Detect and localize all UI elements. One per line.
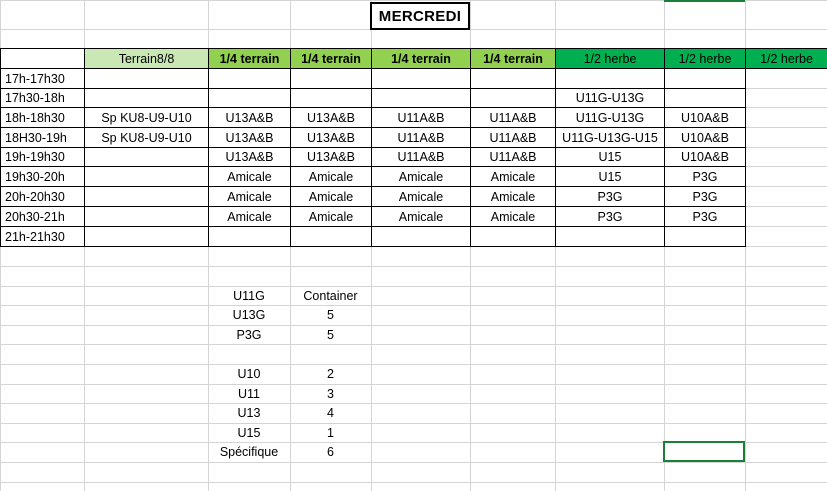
schedule-cell[interactable]: U13A&B — [290, 147, 372, 167]
container-category-cell[interactable]: U10 — [237, 367, 261, 381]
schedule-cell[interactable]: Amicale — [290, 206, 372, 227]
header-cell[interactable]: 1/4 terrain — [371, 48, 471, 69]
header-cell[interactable]: 1/2 herbe — [664, 48, 746, 69]
schedule-cell[interactable]: P3G — [555, 206, 665, 227]
schedule-cell[interactable] — [84, 88, 209, 108]
time-slot-cell[interactable]: 17h30-18h — [0, 88, 85, 108]
container-category-cell[interactable]: Spécifique — [219, 445, 279, 459]
schedule-cell[interactable]: U13A&B — [208, 147, 291, 167]
schedule-cell[interactable] — [84, 226, 209, 247]
time-slot-cell[interactable]: 19h30-20h — [0, 166, 85, 187]
schedule-cell[interactable]: Amicale — [470, 206, 556, 227]
schedule-cell[interactable]: U11A&B — [470, 107, 556, 128]
schedule-cell[interactable] — [84, 166, 209, 187]
schedule-cell[interactable]: P3G — [664, 166, 746, 187]
schedule-cell[interactable]: Amicale — [208, 206, 291, 227]
schedule-cell[interactable] — [470, 88, 556, 108]
schedule-cell[interactable] — [371, 226, 471, 247]
header-cell[interactable]: 1/4 terrain — [470, 48, 556, 69]
schedule-cell[interactable] — [371, 68, 471, 89]
selection-indicator-top — [664, 0, 745, 2]
container-number-cell[interactable]: 5 — [327, 308, 334, 322]
time-slot-cell[interactable]: 18h-18h30 — [0, 107, 85, 128]
schedule-cell[interactable]: U11A&B — [371, 127, 471, 148]
schedule-cell[interactable]: U13A&B — [208, 107, 291, 128]
schedule-cell[interactable]: U11A&B — [470, 127, 556, 148]
schedule-cell[interactable] — [208, 68, 291, 89]
container-number-cell[interactable]: 5 — [327, 327, 334, 342]
schedule-cell[interactable] — [470, 68, 556, 89]
schedule-cell[interactable]: P3G — [555, 186, 665, 207]
container-category-cell[interactable]: U15 — [237, 425, 261, 440]
schedule-cell[interactable]: U13A&B — [290, 127, 372, 148]
header-cell[interactable]: 1/4 terrain — [290, 48, 372, 69]
time-slot-cell[interactable]: 21h-21h30 — [0, 226, 85, 247]
schedule-cell[interactable]: U10A&B — [664, 107, 746, 128]
schedule-cell[interactable]: Amicale — [371, 186, 471, 207]
header-cell[interactable]: 1/2 herbe — [555, 48, 665, 69]
schedule-cell[interactable] — [290, 88, 372, 108]
schedule-cell[interactable]: U13A&B — [208, 127, 291, 148]
time-slot-cell[interactable]: 18H30-19h — [0, 127, 85, 148]
schedule-cell[interactable] — [664, 68, 746, 89]
schedule-cell[interactable] — [290, 226, 372, 247]
schedule-cell[interactable] — [290, 68, 372, 89]
schedule-cell[interactable] — [84, 206, 209, 227]
header-cell[interactable]: 1/2 herbe — [745, 48, 827, 69]
schedule-cell[interactable]: Amicale — [290, 186, 372, 207]
schedule-cell[interactable]: U11A&B — [371, 147, 471, 167]
time-slot-cell[interactable]: 17h-17h30 — [0, 68, 85, 89]
schedule-cell[interactable] — [84, 147, 209, 167]
header-cell[interactable]: Terrain8/8 — [84, 48, 209, 69]
schedule-cell[interactable]: U11A&B — [470, 147, 556, 167]
time-slot-cell[interactable]: 20h30-21h — [0, 206, 85, 227]
schedule-cell[interactable]: U10A&B — [664, 127, 746, 148]
schedule-cell[interactable]: U11G-U13G — [555, 107, 665, 128]
schedule-cell[interactable]: U11G-U13G-U15 — [555, 127, 665, 148]
container-number-cell[interactable]: 2 — [327, 367, 334, 381]
schedule-cell[interactable]: U13A&B — [290, 107, 372, 128]
schedule-cell[interactable] — [555, 226, 665, 247]
header-corner-cell[interactable] — [0, 48, 85, 69]
container-category-cell[interactable]: P3G — [236, 327, 262, 342]
schedule-cell[interactable] — [664, 88, 746, 108]
schedule-cell[interactable]: U10A&B — [664, 147, 746, 167]
container-category-cell[interactable] — [208, 344, 290, 364]
schedule-cell[interactable] — [84, 68, 209, 89]
container-number-cell[interactable]: 3 — [327, 386, 334, 401]
schedule-cell[interactable] — [555, 68, 665, 89]
schedule-cell[interactable] — [371, 88, 471, 108]
schedule-cell[interactable]: P3G — [664, 206, 746, 227]
schedule-cell[interactable]: U11A&B — [371, 107, 471, 128]
schedule-cell[interactable] — [470, 226, 556, 247]
container-category-cell[interactable]: U13 — [237, 406, 261, 420]
schedule-cell[interactable]: Amicale — [208, 166, 291, 187]
container-category-cell[interactable]: U11 — [237, 386, 260, 401]
schedule-cell[interactable]: Amicale — [371, 206, 471, 227]
container-number-cell[interactable]: Container — [303, 288, 358, 303]
schedule-cell[interactable]: Sp KU8-U9-U10 — [84, 127, 209, 148]
schedule-cell[interactable]: Amicale — [470, 186, 556, 207]
time-slot-cell[interactable]: 20h-20h30 — [0, 186, 85, 207]
schedule-cell[interactable]: Sp KU8-U9-U10 — [84, 107, 209, 128]
container-category-cell[interactable]: U11G — [233, 288, 265, 303]
schedule-cell[interactable]: U11G-U13G — [555, 88, 665, 108]
schedule-cell[interactable]: Amicale — [470, 166, 556, 187]
schedule-cell[interactable]: Amicale — [208, 186, 291, 207]
container-number-cell[interactable]: 4 — [327, 406, 334, 420]
header-cell[interactable]: 1/4 terrain — [208, 48, 291, 69]
container-number-cell[interactable]: 6 — [327, 445, 334, 459]
container-number-cell[interactable]: 1 — [327, 425, 334, 440]
schedule-cell[interactable] — [664, 226, 746, 247]
sheet-title[interactable]: MERCREDI — [370, 2, 470, 30]
schedule-cell[interactable] — [84, 186, 209, 207]
schedule-cell[interactable] — [208, 88, 291, 108]
container-number-cell[interactable] — [290, 344, 371, 364]
schedule-cell[interactable] — [208, 226, 291, 247]
selected-cell[interactable] — [663, 441, 745, 462]
schedule-cell[interactable]: P3G — [664, 186, 746, 207]
schedule-cell[interactable]: U15 — [555, 147, 665, 167]
time-slot-cell[interactable]: 19h-19h30 — [0, 147, 85, 167]
schedule-cell[interactable]: Amicale — [371, 166, 471, 187]
schedule-cell[interactable]: U15 — [555, 166, 665, 187]
schedule-cell[interactable]: Amicale — [290, 166, 372, 187]
container-category-cell[interactable]: U13G — [232, 308, 266, 322]
